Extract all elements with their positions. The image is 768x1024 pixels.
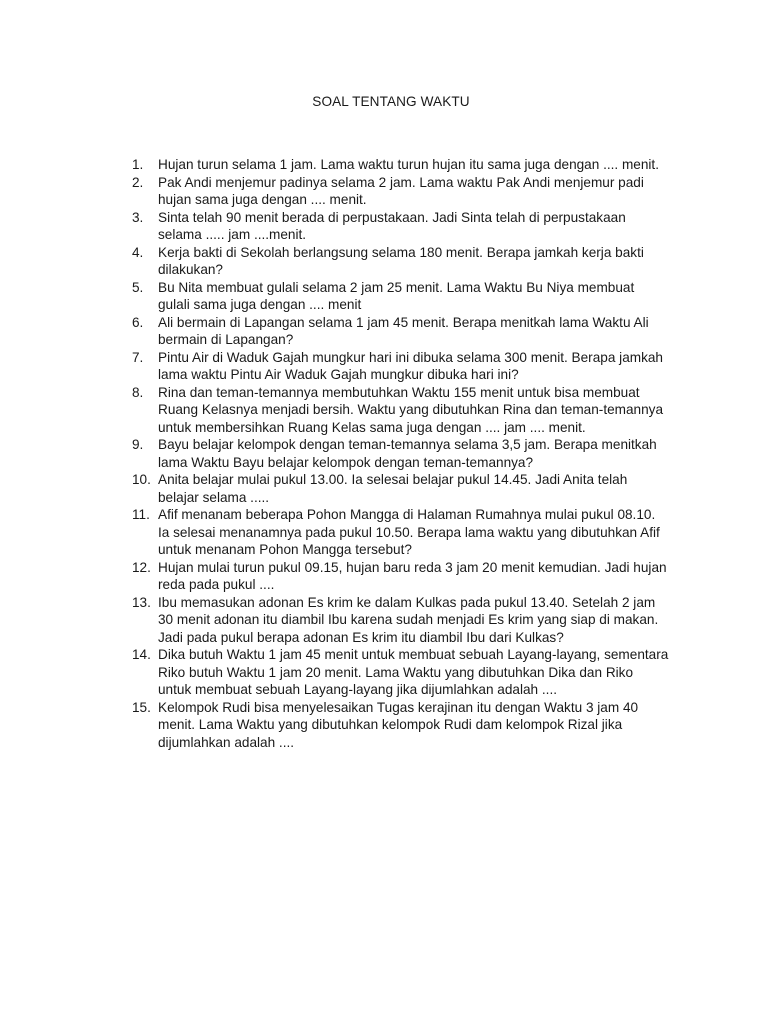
question-text-line: Dika butuh Waktu 1 jam 45 menit untuk membuat sebuah Layang-layang, sementara — [158, 647, 669, 662]
question-item — [132, 436, 687, 471]
question-item — [132, 349, 687, 384]
question-number: 12. — [132, 559, 151, 575]
question-text — [158, 209, 687, 244]
question-number: 6. — [132, 314, 144, 330]
question-text — [158, 174, 687, 209]
question-text-line: reda pada pukul .... — [158, 577, 275, 592]
question-number: 7. — [132, 349, 144, 365]
question-number: 14. — [132, 647, 151, 662]
question-text-line: Bu Nita membuat gulali selama 2 jam 25 menit. Lama Waktu Bu Niya membuat — [158, 279, 635, 295]
question-item — [132, 174, 687, 209]
question-text — [158, 559, 687, 594]
question-number: 13. — [132, 594, 151, 610]
question-item — [132, 209, 687, 244]
question-text-line: gulali sama juga dengan .... menit — [158, 297, 362, 312]
question-text-line: dijumlahkan adalah .... — [158, 734, 295, 750]
question-text — [158, 349, 687, 384]
question-text-line: Ruang Kelasnya menjadi bersih. Waktu yang dibutuhkan Rina dan teman-temannya — [158, 402, 664, 417]
question-number: 15. — [132, 699, 151, 715]
question-text-line: menit. Lama Waktu yang dibutuhkan kelompok Rudi dam kelompok Rizal jika — [158, 717, 623, 732]
question-text — [158, 156, 687, 174]
question-item — [132, 314, 687, 349]
question-text — [158, 436, 687, 471]
question-text-line: Hujan mulai turun pukul 09.15, hujan baru reda 3 jam 20 menit kemudian. Jadi hujan — [158, 559, 667, 575]
document-title: SOAL TENTANG WAKTU — [312, 94, 470, 109]
question-text-line: lama waktu Pintu Air Waduk Gajah mungkur dibuka hari ini? — [158, 367, 519, 382]
question-text-line: lama Waktu Bayu belajar kelompok dengan teman-temannya? — [158, 454, 534, 470]
question-text-line: hujan sama juga dengan .... menit. — [158, 192, 367, 207]
question-item — [132, 646, 687, 699]
question-number: 1. — [132, 157, 144, 172]
question-text-line: dilakukan? — [158, 262, 223, 277]
question-list — [132, 156, 687, 751]
question-number: 5. — [132, 279, 144, 295]
question-text-line: selama ..... jam ....menit. — [158, 227, 307, 242]
question-text-line: Anita belajar mulai pukul 13.00. Ia selesai belajar pukul 14.45. Jadi Anita telah — [158, 472, 628, 487]
question-item — [132, 594, 687, 647]
question-item — [132, 471, 687, 506]
question-text-line: untuk menanam Pohon Mangga tersebut? — [158, 542, 412, 557]
question-number: 11. — [132, 507, 150, 522]
question-item — [132, 559, 687, 594]
question-item — [132, 699, 687, 752]
question-text-line: untuk membersihkan Ruang Kelas sama juga dengan .... jam .... menit. — [158, 419, 586, 435]
question-number: 4. — [132, 244, 144, 260]
question-item — [132, 279, 687, 314]
question-text — [158, 384, 687, 437]
question-text-line: Kerja bakti di Sekolah berlangsung selama 180 menit. Berapa jamkah kerja bakti — [158, 244, 644, 260]
question-number: 10. — [132, 472, 151, 487]
question-number: 8. — [132, 384, 144, 400]
question-text — [158, 471, 687, 506]
question-item — [132, 506, 687, 559]
question-text — [158, 279, 687, 314]
question-text — [158, 699, 687, 752]
question-number: 3. — [132, 209, 144, 225]
question-text-line: Kelompok Rudi bisa menyelesaikan Tugas kerajinan itu dengan Waktu 3 jam 40 — [158, 699, 639, 715]
question-text-line: untuk membuat sebuah Layang-layang jika dijumlahkan adalah .... — [158, 682, 558, 697]
question-text — [158, 506, 687, 559]
question-item — [132, 156, 687, 174]
question-item — [132, 384, 687, 437]
question-text-line: Bayu belajar kelompok dengan teman-temannya selama 3,5 jam. Berapa menitkah — [158, 437, 657, 452]
question-item — [132, 244, 687, 279]
question-number: 2. — [132, 174, 144, 190]
question-text — [158, 646, 687, 699]
question-text-line: Jadi pada pukul berapa adonan Es krim itu diambil Ibu dari Kulkas? — [158, 629, 564, 645]
question-text-line: Pintu Air di Waduk Gajah mungkur hari ini dibuka selama 300 menit. Berapa jamkah — [158, 349, 663, 365]
question-text-line: Riko butuh Waktu 1 jam 20 menit. Lama Waktu yang dibutuhkan Dika dan Riko — [158, 664, 634, 680]
question-text-line: Ibu memasukan adonan Es krim ke dalam Kulkas pada pukul 13.40. Setelah 2 jam — [158, 594, 656, 610]
question-text-line: 30 menit adonan itu diambil Ibu karena sudah menjadi Es krim yang siap di makan. — [158, 612, 659, 627]
question-text-line: Ia selesai menanamnya pada pukul 10.50. Berapa lama waktu yang dibutuhkan Afif — [158, 524, 660, 540]
question-text-line: Hujan turun selama 1 jam. Lama waktu turun hujan itu sama juga dengan .... menit. — [158, 157, 659, 172]
question-text-line: belajar selama ..... — [158, 489, 270, 505]
question-text-line: bermain di Lapangan? — [158, 332, 294, 347]
question-text — [158, 314, 687, 349]
question-text — [158, 594, 687, 647]
question-text-line: Rina dan teman-temannya membutuhkan Waktu 155 menit untuk bisa membuat — [158, 384, 640, 400]
question-text-line: Afif menanam beberapa Pohon Mangga di Halaman Rumahnya mulai pukul 08.10. — [158, 507, 656, 522]
question-text-line: Pak Andi menjemur padinya selama 2 jam. Lama waktu Pak Andi menjemur padi — [158, 174, 644, 190]
question-text-line: Ali bermain di Lapangan selama 1 jam 45 menit. Berapa menitkah lama Waktu Ali — [158, 314, 649, 330]
question-text-line: Sinta telah 90 menit berada di perpustakaan. Jadi Sinta telah di perpustakaan — [158, 209, 626, 225]
question-text — [158, 244, 687, 279]
question-number: 9. — [132, 437, 144, 452]
